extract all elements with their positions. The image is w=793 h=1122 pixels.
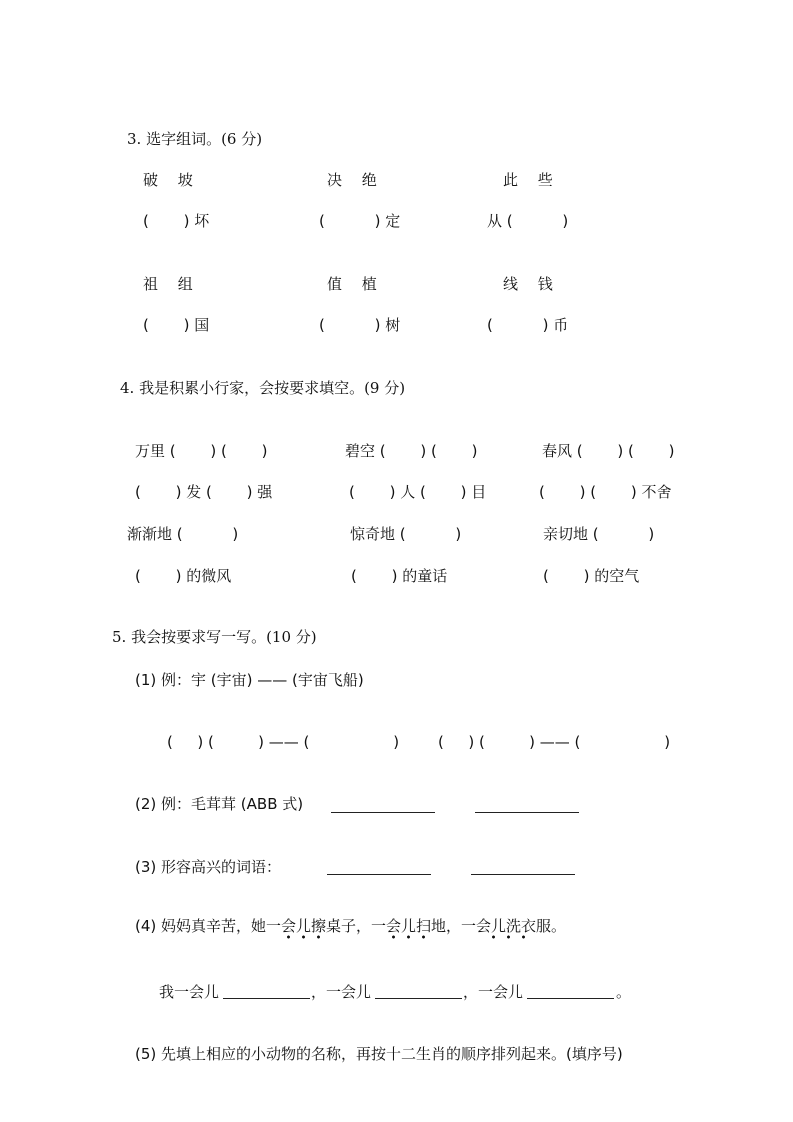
- q5-p4-answer-sep-1: ，一会儿: [311, 983, 372, 1001]
- q3-chars-1: 破 坡: [143, 171, 193, 189]
- q3-chars-2: 决 绝: [327, 171, 377, 189]
- q3-blank-3: 从 ( ): [487, 212, 569, 230]
- emphasis-dots-1: [281, 935, 326, 939]
- q4-r1-c2: 碧空 ( ) ( ): [345, 442, 478, 460]
- q4-r3-c1: 渐渐地 ( ): [127, 525, 239, 543]
- q4-r1-c1: 万里 ( ) ( ): [135, 442, 268, 460]
- q4-r3-c3: 亲切地 ( ): [543, 525, 655, 543]
- q4-title: 4. 我是积累小行家，会按要求填空。(9 分): [120, 379, 406, 397]
- q5-p2-answer-line-2[interactable]: [475, 812, 579, 813]
- q5-p4-answer-sep-2: ，一会儿: [463, 983, 524, 1001]
- q3-chars-6: 线 钱: [503, 275, 553, 293]
- q5-p3-answer-line-2[interactable]: [471, 874, 575, 875]
- q3-blank-4: ( ) 国: [143, 316, 210, 334]
- q3-chars-4: 祖 组: [143, 275, 193, 293]
- q4-r1-c3: 春风 ( ) ( ): [542, 442, 675, 460]
- q5-p4-answer-line-2[interactable]: [375, 998, 462, 999]
- q5-p2-answer-line-1[interactable]: [331, 812, 435, 813]
- q3-blank-2: ( ) 定: [319, 212, 401, 230]
- q4-r3-c2: 惊奇地 ( ): [350, 525, 462, 543]
- q3-title: 3. 选字组词。(6 分): [127, 130, 263, 148]
- emphasis-dots-2: [386, 935, 431, 939]
- q5-p5-label: (5) 先填上相应的小动物的名称，再按十二生肖的顺序排列起来。(填序号): [135, 1045, 623, 1063]
- q5-p1-fill-a: ( ) ( ) —— ( ): [167, 733, 400, 751]
- q5-p1-label: (1) 例：宇 (宇宙) —— (宇宙飞船): [135, 671, 364, 689]
- q4-r2-c2: ( ) 人 ( ) 目: [349, 483, 487, 501]
- q5-p4-answer-line-3[interactable]: [527, 998, 614, 999]
- q3-chars-5: 值 植: [327, 275, 377, 293]
- q5-p3-answer-line-1[interactable]: [327, 874, 431, 875]
- q5-p4-label: (4) 妈妈真辛苦，她一会儿擦桌子，一会儿扫地，一会儿洗衣服。: [135, 917, 567, 935]
- q5-p4-answer-line-1[interactable]: [223, 998, 310, 999]
- q3-chars-3: 此 些: [503, 171, 553, 189]
- q5-p2-label: (2) 例：毛茸茸 (ABB 式): [135, 795, 304, 813]
- q4-r2-c1: ( ) 发 ( ) 强: [135, 483, 273, 501]
- q4-r2-c3: ( ) ( ) 不舍: [539, 483, 672, 501]
- q5-p4-answer-end: 。: [616, 983, 632, 1001]
- q5-p1-fill-b: ( ) ( ) —— ( ): [438, 733, 671, 751]
- q3-blank-5: ( ) 树: [319, 316, 401, 334]
- q4-r4-c1: ( ) 的微风: [135, 567, 232, 585]
- q4-r4-c3: ( ) 的空气: [543, 567, 640, 585]
- q5-p3-label: (3) 形容高兴的词语：: [135, 858, 282, 876]
- q4-r4-c2: ( ) 的童话: [351, 567, 448, 585]
- q3-blank-6: ( ) 币: [487, 316, 569, 334]
- q5-p4-answer-start: 我一会儿: [159, 983, 220, 1001]
- q5-title: 5. 我会按要求写一写。(10 分): [112, 628, 317, 646]
- emphasis-dots-3: [486, 935, 531, 939]
- q3-blank-1: ( ) 坏: [143, 212, 210, 230]
